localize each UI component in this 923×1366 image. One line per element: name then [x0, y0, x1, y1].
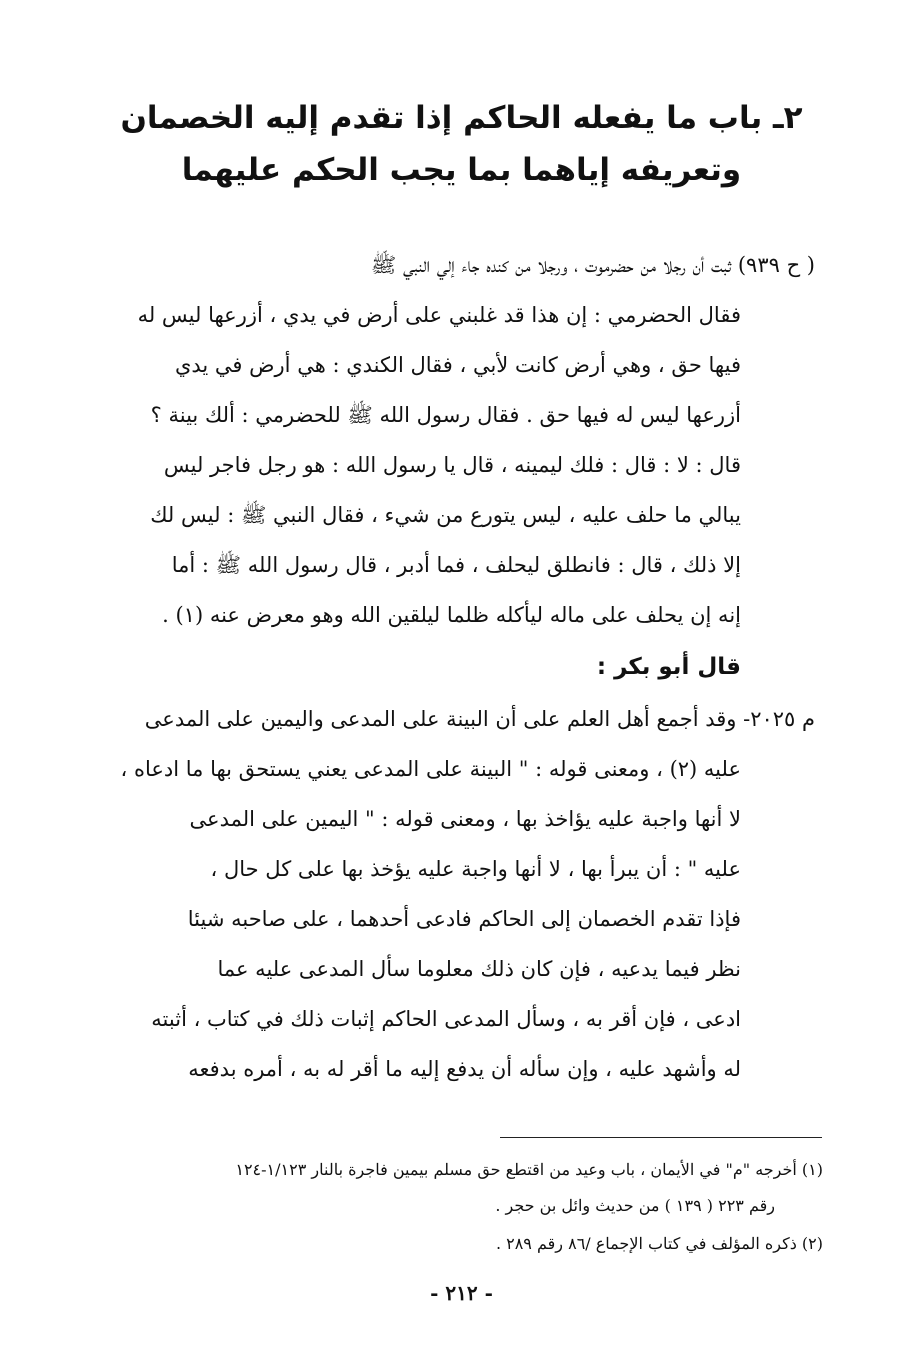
footnote-1-line-1: (١) أخرجه "م" في الأيمان ، باب وعيد من اقتطع حق مسلم بيمين فاجرة بالنار ١/١٢٣-١٢٤ [235, 1160, 823, 1179]
hadith-line: ( ح ٩٣٩) ثبت أن رجلا من حضرموت ، ورجلا من كنده جاء إلي النبي ﷺ [370, 253, 815, 277]
masala-line: عليه (٢) ، ومعنى قوله : " البينة على المدعى يعني يستحق بها ما ادعاه ، [120, 757, 741, 781]
masala-line: ادعى ، فإن أقر به ، وسأل المدعى الحاكم إثبات ذلك في كتاب ، أثبته [151, 1007, 741, 1031]
abu-bakr-heading: قال أبو بكر : [596, 654, 741, 680]
chapter-title-line-2: وتعريفه إياهما بما يجب الحكم عليهما [181, 152, 742, 188]
hadith-line: قال : لا : قال : فلك ليمينه ، قال يا رسول الله : هو رجل فاجر ليس [163, 453, 741, 477]
page-number: - ٢١٢ - [430, 1281, 493, 1305]
footnote-2: (٢) ذكره المؤلف في كتاب الإجماع /٨٦ رقم ٢٨٩ . [495, 1234, 823, 1253]
masala-line: م ٢٠٢٥- وقد أجمع أهل العلم على أن البينة على المدعى واليمين على المدعى [144, 707, 815, 731]
hadith-line: إنه إن يحلف على ماله ليأكله ظلما ليلقين الله وهو معرض عنه (١) . [162, 603, 741, 627]
chapter-title [120, 92, 803, 196]
masala-line: عليه " : أن يبرأ بها ، لا أنها واجبة عليه يؤخذ بها على كل حال ، [210, 857, 741, 881]
hadith-line: يبالي ما حلف عليه ، ليس يتورع من شيء ، فقال النبي ﷺ : ليس لك [150, 503, 741, 527]
masala-line: نظر فيما يدعيه ، فإن كان ذلك معلوما سأل المدعى عليه عما [217, 957, 741, 981]
masala-line: له وأشهد عليه ، وإن سأله أن يدفع إليه ما أقر له به ، أمره بدفعه [188, 1057, 741, 1081]
footnote-separator [500, 1137, 822, 1138]
masala-line: فإذا تقدم الخصمان إلى الحاكم فادعى أحدهما ، على صاحبه شيئا [187, 907, 741, 931]
hadith-line: فيها حق ، وهي أرض كانت لأبي ، فقال الكندي : هي أرض في يدي [174, 353, 741, 377]
hadith-line: فقال الحضرمي : إن هذا قد غلبني على أرض في يدي ، أزرعها ليس له [137, 303, 741, 327]
masala-line: لا أنها واجبة عليه يؤاخذ بها ، ومعنى قوله : " اليمين على المدعى [189, 807, 741, 831]
chapter-title-line-1: ٢ـ باب ما يفعله الحاكم إذا تقدم إليه الخصمان [120, 100, 803, 136]
footnote-1-line-2: رقم ٢٢٣ ( ١٣٩ ) من حديث وائل بن حجر . [495, 1196, 775, 1215]
hadith-line: أزرعها ليس له فيها حق . فقال رسول الله ﷺ للحضرمي : ألك بينة ؟ [150, 403, 741, 427]
hadith-line: إلا ذلك ، قال : فانطلق ليحلف ، فما أدبر ، قال رسول الله ﷺ : أما [171, 553, 741, 577]
